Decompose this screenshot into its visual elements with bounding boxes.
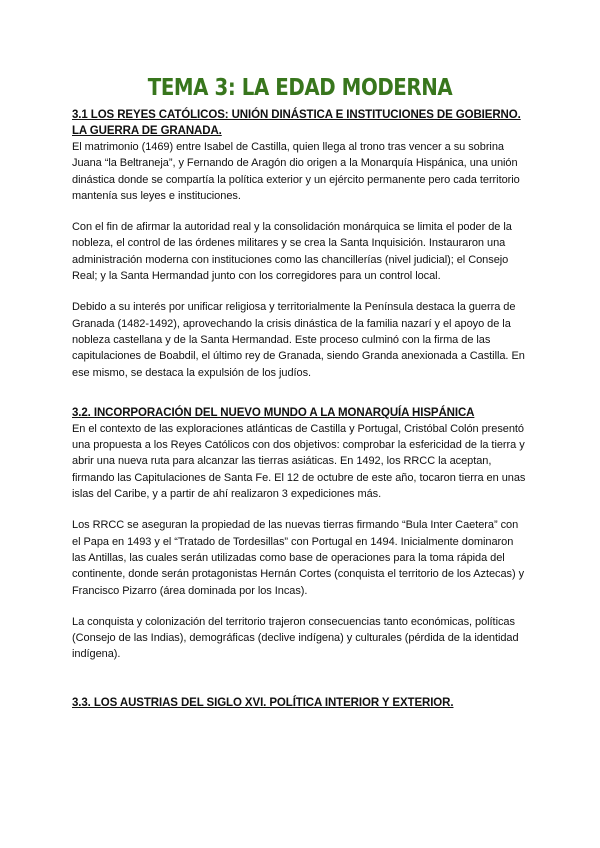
paragraph: En el contexto de las exploraciones atlánticas de Castilla y Portugal, Cristóbal Colón presentó una propuesta a los Reyes Católicos con dos objetivos: comprobar la esfericidad de la tierra y abrir una nueva ruta para alcanzar las tierras asiáticas. En 1492, los RRCC la aceptan, firmando las Capitulaciones de Santa Fe. El 12 de octubre de este año, tocaron tierra en unas islas del Caribe, y a partir de ahí realizaron 3 expediciones más.: [72, 422, 526, 501]
section-nuevo-mundo: [72, 405, 528, 663]
paragraph: Los RRCC se aseguran la propiedad de las nuevas tierras firmando “Bula Inter Caetera” con el Papa en 1493 y el “Tratado de Tordesillas” con Portugal en 1494. Inicialmente dominaron las Antillas, las cuales serán utilizadas como base de operaciones para la toma rápida del continente, donde serán protagonistas Hernán Cortes (conquista el territorio de los Aztecas) y Francisco Pizarro (área dominada por los Incas).: [72, 519, 525, 597]
section-heading: 3.2. INCORPORACIÓN DEL NUEVO MUNDO A LA MONARQUÍA HISPÁNICA: [72, 406, 475, 419]
section-heading: 3.3. LOS AUSTRIAS DEL SIGLO XVI. POLÍTICA INTERIOR Y EXTERIOR.: [72, 696, 454, 709]
paragraph: Debido a su interés por unificar religiosa y territorialmente la Península destaca la guerra de Granada (1482-1492), aprovechando la crisis dinástica de la familia nazarí y el apoyo de la nobleza castellana y de la Santa Hermandad. Este proceso culminó con la firma de las capitulaciones de Boabdil, el último rey de Granada, siendo Granda anexionada a Castilla. En ese mismo, se destaca la expulsión de los judíos.: [72, 301, 525, 379]
document-title: TEMA 3: LA EDAD MODERNA: [147, 75, 453, 101]
section-reyes-catolicos: [72, 107, 528, 381]
paragraph: Con el fin de afirmar la autoridad real y la consolidación monárquica se limita el poder de la nobleza, el control de las órdenes militares y se crea la Santa Inquisición. Instauraron una administración moderna con instituciones como las chancillerías (nivel judicial); el Consejo Real; y la Santa Hermandad junto con los corregidores para un control local.: [72, 221, 512, 283]
section-austrias: [72, 695, 528, 711]
section-heading: 3.1 LOS REYES CATÓLICOS: UNIÓN DINÁSTICA E INSTITUCIONES DE GOBIERNO. LA GUERRA DE GRANADA.: [72, 109, 521, 137]
paragraph: El matrimonio (1469) entre Isabel de Castilla, quien llega al trono tras vencer a su sobrina Juana “la Beltraneja”, y Fernando de Aragón dio origen a la Monarquía Hispánica, una unión dinástica donde se compartía la política exterior y un ejército permanente pero cada territorio mantenía sus leyes e instituciones.: [72, 141, 520, 202]
paragraph: La conquista y colonización del territorio trajeron consecuencias tanto económicas, políticas (Consejo de las Indias), demográficas (declive indígena) y culturales (pérdida de la identidad indígena).: [72, 615, 519, 661]
